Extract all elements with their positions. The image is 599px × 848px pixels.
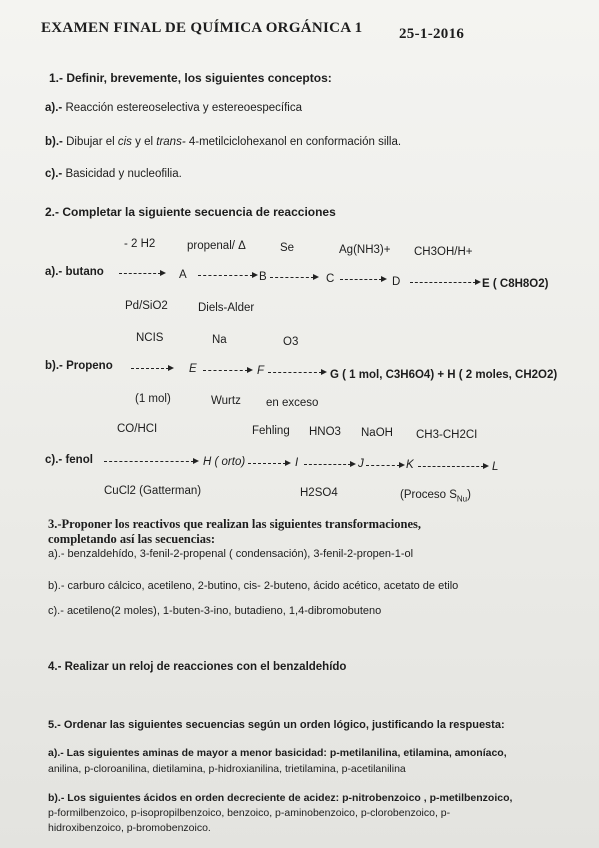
q2a-reagent-5: CH3OH/H+ xyxy=(414,246,473,258)
q1-b-text-3: 4-metilciclohexanol en conformación silla. xyxy=(188,136,402,148)
q2b-reagent-2: Na xyxy=(212,334,227,346)
q2b-node-g-h: G ( 1 mol, C3H6O4) + H ( 2 moles, CH2O2) xyxy=(330,369,558,381)
q1-c-text: Basicidad y nucleofilia. xyxy=(65,168,182,180)
q2b-arrow-1 xyxy=(131,368,169,369)
q3-a-text: a).- benzaldehído, 3-fenil-2-propenal ( condensación), 3-fenil-2-propen-1-ol xyxy=(48,548,414,560)
q3-heading-2: completando así las secuencias: xyxy=(48,532,216,546)
q2a-arrow-5 xyxy=(410,282,476,283)
q2c-reagent-4: NaOH xyxy=(361,427,393,439)
q1-heading: 1.- Definir, brevemente, los siguientes conceptos: xyxy=(49,71,332,85)
q2a-reagent-2: propenal/ Δ xyxy=(187,240,246,252)
q2a-node-e: E ( C8H8O2) xyxy=(482,278,549,290)
q2b-condition-2: Wurtz xyxy=(211,395,241,407)
q1-b-text-1: Dibujar el xyxy=(66,136,115,148)
q1-a-text: Reacción estereoselectiva y estereoespecífica xyxy=(65,102,302,114)
q1-b-label: b).- xyxy=(45,136,63,148)
q2a-arrow-4 xyxy=(340,279,382,280)
q2b-reagent-1: NCIS xyxy=(136,332,164,344)
q3-b-text: b).- carburo cálcico, acetileno, 2-butino, cis- 2-buteno, ácido acético, acetato de etilo xyxy=(48,580,459,592)
q4-heading: 4.- Realizar un reloj de reacciones con el benzaldehído xyxy=(48,661,347,673)
q5-b-line-1: b).- Los siguientes ácidos en orden decreciente de acidez: p-nitrobenzoico , p-metilbenzoico, xyxy=(48,792,513,804)
q5-a-line-2: anilina, p-cloroanilina, dietilamina, p-hidroxianilina, trietilamina, p-acetilanilina xyxy=(48,763,406,775)
exam-date: 25-1-2016 xyxy=(399,26,465,42)
q2a-arrow-2 xyxy=(198,275,253,276)
q2a-arrow-3 xyxy=(270,277,314,278)
q2a-reagent-4: Ag(NH3)+ xyxy=(339,244,391,256)
q5-heading: 5.- Ordenar las siguientes secuencias según un orden lógico, justificando la respuesta: xyxy=(48,719,505,731)
q2c-arrow-1 xyxy=(104,461,194,462)
q2c-condition-3-sub: Nu xyxy=(456,494,468,504)
q1-b-item xyxy=(45,135,401,149)
q5-b-line-2: p-formilbenzoico, p-isopropilbenzoico, benzoico, p-aminobenzoico, p-clorobenzoico, p- xyxy=(48,807,451,819)
q2c-condition-3-end: ) xyxy=(467,489,471,501)
q2a-reagent-3: Se xyxy=(280,242,295,254)
q2c-arrow-5 xyxy=(418,466,484,467)
q2c-condition-2: H2SO4 xyxy=(300,487,338,499)
q2b-node-e: E xyxy=(189,363,197,375)
q1-a-label: a).- xyxy=(45,102,63,114)
q2a-condition-1: Pd/SiO2 xyxy=(125,300,168,312)
q3-c-text: c).- acetileno(2 moles), 1-buten-3-ino, butadieno, 1,4-dibromobuteno xyxy=(48,605,382,617)
q2c-arrow-4 xyxy=(366,465,400,466)
q2b-condition-1: (1 mol) xyxy=(135,393,171,405)
q2c-node-j: J xyxy=(358,458,364,470)
q1-b-text-2: y el xyxy=(135,136,154,148)
q1-c-item xyxy=(45,167,182,181)
q5-a-line-1: a).- Las siguientes aminas de mayor a menor basicidad: p-metilanilina, etilamina, amoníaco, xyxy=(48,747,507,759)
q2b-condition-3: en exceso xyxy=(266,397,319,409)
q5-b-line-3: hidroxibenzoico, p-bromobenzoico. xyxy=(48,822,211,834)
q2a-node-c: C xyxy=(326,273,335,285)
q2c-reagent-1: CO/HCI xyxy=(117,423,158,435)
q3-heading-1: 3.-Proponer los reactivos que realizan las siguientes transformaciones, xyxy=(48,517,422,531)
q2c-label: c).- fenol xyxy=(45,454,93,466)
q2c-reagent-2: Fehling xyxy=(252,425,290,437)
q2c-reagent-5: CH3-CH2CI xyxy=(416,429,478,441)
q2b-arrow-2 xyxy=(203,370,248,371)
q1-a-item xyxy=(45,101,302,115)
q1-b-trans: trans- xyxy=(156,136,186,148)
q2c-node-k: K xyxy=(406,459,414,471)
q2a-arrow-1 xyxy=(119,273,161,274)
q2c-condition-3-text: (Proceso S xyxy=(400,489,457,501)
q1-b-cis: cis xyxy=(117,136,132,148)
q2c-node-i: I xyxy=(295,457,299,469)
q1-c-label: c).- xyxy=(45,168,63,180)
q2a-condition-2: Diels-Alder xyxy=(198,302,255,314)
q2a-node-b: B xyxy=(259,271,267,283)
q2c-node-l: L xyxy=(492,461,499,473)
q2c-condition-1: CuCl2 (Gatterman) xyxy=(104,485,202,497)
q2c-arrow-3 xyxy=(304,464,351,465)
q2b-node-f: F xyxy=(257,365,265,377)
q2b-arrow-3 xyxy=(268,372,322,373)
q2b-label: b).- Propeno xyxy=(45,360,113,372)
q2b-reagent-3: O3 xyxy=(283,336,299,348)
exam-title: EXAMEN FINAL DE QUÍMICA ORGÁNICA 1 xyxy=(41,20,363,36)
q2c-condition-3 xyxy=(400,488,471,506)
q2a-label: a).- butano xyxy=(45,266,104,278)
q2c-arrow-2 xyxy=(248,463,286,464)
q2-heading: 2.- Completar la siguiente secuencia de reacciones xyxy=(45,205,336,219)
q2a-reagent-1: - 2 H2 xyxy=(124,238,156,250)
q2a-node-d: D xyxy=(392,276,401,288)
q2c-node-h: H ( orto) xyxy=(203,456,246,468)
q2a-node-a: A xyxy=(179,269,187,281)
q2c-reagent-3: HNO3 xyxy=(309,426,341,438)
